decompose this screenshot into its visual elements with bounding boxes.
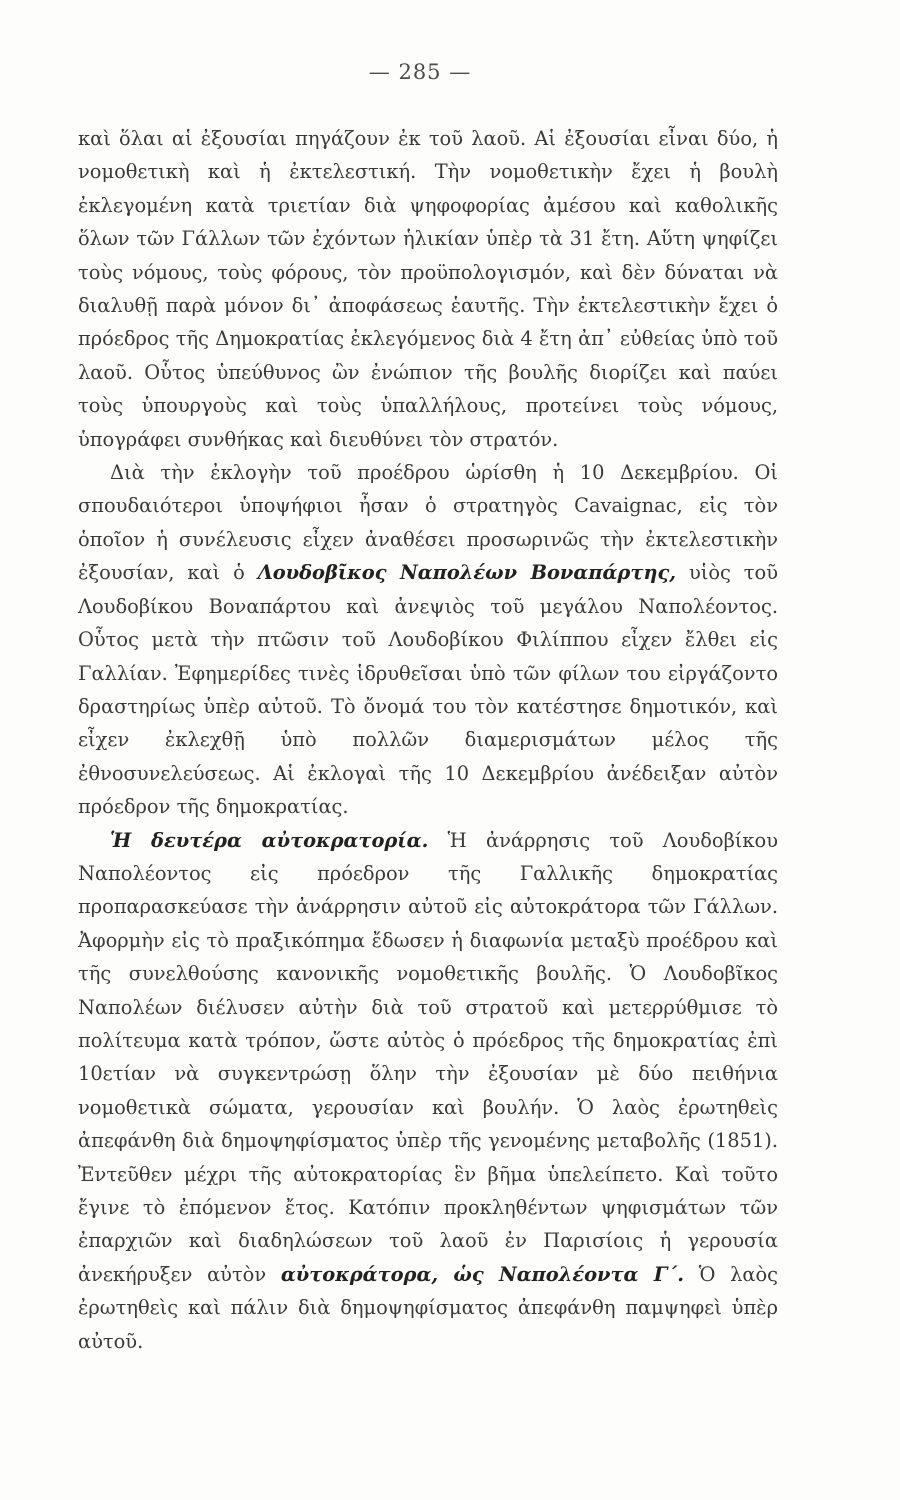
text-body <box>78 122 778 1358</box>
paragraph-election <box>78 456 778 823</box>
paragraph-text: καὶ ὅλαι αἱ ἐξουσίαι πηγάζουν ἐκ τοῦ λαοῦ. Αἱ ἐξουσίαι εἶναι δύο, ἡ νομοθετικὴ καὶ ἡ ἐκτελεστική. Τὴν νομοθετικὴν ἔχει ἡ βουλὴ ἐκλεγομένη κατὰ τριετίαν διὰ ψηφοφορίας ἀμέσου καὶ καθολικῆς ὅλων τῶν Γάλλων τῶν ἐχόντων ἡλικίαν ὑπὲρ τὰ 31 ἔτη. Αὕτη ψηφίζει τοὺς νόμους, τοὺς φόρους, τὸν προϋπολογισμόν, καὶ δὲν δύναται νὰ διαλυθῇ παρὰ μόνον δι᾽ ἀποφάσεως ἑαυτῆς. Τὴν ἐκτελεστικὴν ἔχει ὁ πρόεδρος τῆς Δημοκρατίας ἐκλεγόμενος διὰ 4 ἔτη ἀπ᾽ εὐθείας ὑπὸ τοῦ λαοῦ. Οὗτος ὑπεύθυνος ὢν ἐνώπιον τῆς βουλῆς διορίζει καὶ παύει τοὺς ὑπουργοὺς καὶ τοὺς ὑπαλλήλους, προτείνει τοὺς νόμους, ὑπογράφει συνθήκας καὶ διευθύνει τὸν στρατόν. <box>78 127 778 451</box>
bold-emperor-title: αὐτοκράτορα, ὡς Ναπολέοντα Γ΄. <box>280 1262 684 1286</box>
section-heading-second-empire: Ἡ δευτέρα αὐτοκρατορία. <box>110 828 429 852</box>
bold-name-louis-napoleon: Λουδοβῖκος Ναπολέων Βοναπάρτης, <box>257 561 677 585</box>
paragraph-text: Ὁ λαὸς ἐρωτηθεὶς καὶ πάλιν διὰ δημοψηφίσματος ἀπεφάνθη παμψηφεὶ ὑπὲρ αὐτοῦ. <box>78 1262 778 1353</box>
paragraph-text: Ἡ ἀνάρρησις τοῦ Λουδοβίκου Ναπολέοντος εἰς πρόεδρον τῆς Γαλλικῆς δημοκρατίας προπαρασκεύασε τὴν ἀνάρρησιν αὐτοῦ εἰς αὐτοκράτορα τῶν Γάλλων. Ἀφορμὴν εἰς τὸ πραξικόπημα ἔδωσεν ἡ διαφωνία μεταξὺ προέδρου καὶ τῆς συνελθούσης κανονικῆς νομοθετικῆς βουλῆς. Ὁ Λουδοβῖκος Ναπολέων διέλυσεν αὐτὴν διὰ τοῦ στρατοῦ καὶ μετερρύθμισε τὸ πολίτευμα κατὰ τρόπον, ὥστε αὐτὸς ὁ πρόεδρος τῆς δημοκρατίας ἐπὶ 10ετίαν νὰ συγκεντρώσῃ ὅλην τὴν ἐξουσίαν μὲ δύο πειθήνια νομοθετικὰ σώματα, γερουσίαν καὶ βουλήν. Ὁ λαὸς ἐρωτηθεὶς ἀπεφάνθη διὰ δημοψηφίσματος ὑπὲρ τῆς γενομένης μεταβολῆς (1851). Ἐντεῦθεν μέχρι τῆς αὐτοκρατορίας ἓν βῆμα ὑπελείπετο. Καὶ τοῦτο ἔγινε τὸ ἐπόμενον ἔτος. Κατόπιν προκληθέντων ψηφισμάτων τῶν ἐπαρχιῶν καὶ διαδηλώσεων τοῦ λαοῦ ἐν Παρισίοις ἡ γερουσία ἀνεκήρυξεν αὐτὸν <box>78 828 778 1286</box>
paragraph-second-empire <box>78 824 778 1359</box>
page-number: — 285 — <box>368 60 472 84</box>
paragraph-constitution <box>78 122 778 456</box>
paragraph-text: υἱὸς τοῦ Λουδοβίκου Βοναπάρτου καὶ ἀνεψιὸς τοῦ μεγάλου Ναπολέοντος. Οὗτος μετὰ τὴν πτῶσιν τοῦ Λουδοβίκου Φιλίππου εἶχεν ἔλθει εἰς Γαλλίαν. Ἐφημερίδες τινὲς ἱδρυθεῖσαι ὑπὸ τῶν φίλων του εἰργάζοντο δραστηρίως ὑπὲρ αὐτοῦ. Τὸ ὄνομά του τὸν κατέστησε δημοτικόν, καὶ εἶχεν ἐκλεχθῇ ὑπὸ πολλῶν διαμερισμάτων μέλος τῆς ἐθνοσυνελεύσεως. Αἱ ἐκλογαὶ τῆς 10 Δεκεμβρίου ἀνέδειξαν αὐτὸν πρόεδρον τῆς δημοκρατίας. <box>78 561 778 819</box>
paragraph-text: Διὰ τὴν ἐκλογὴν τοῦ προέδρου ὡρίσθη ἡ 10 Δεκεμβρίου. Οἱ σπουδαιότεροι ὑποψήφιοι ἦσαν ὁ στρατηγὸς Cavaignac, εἰς τὸν ὁποῖον ἡ συνέλευσις εἶχεν ἀναθέσει προσωρινῶς τὴν ἐκτελεστικὴν ἐξουσίαν, καὶ ὁ <box>78 461 778 585</box>
